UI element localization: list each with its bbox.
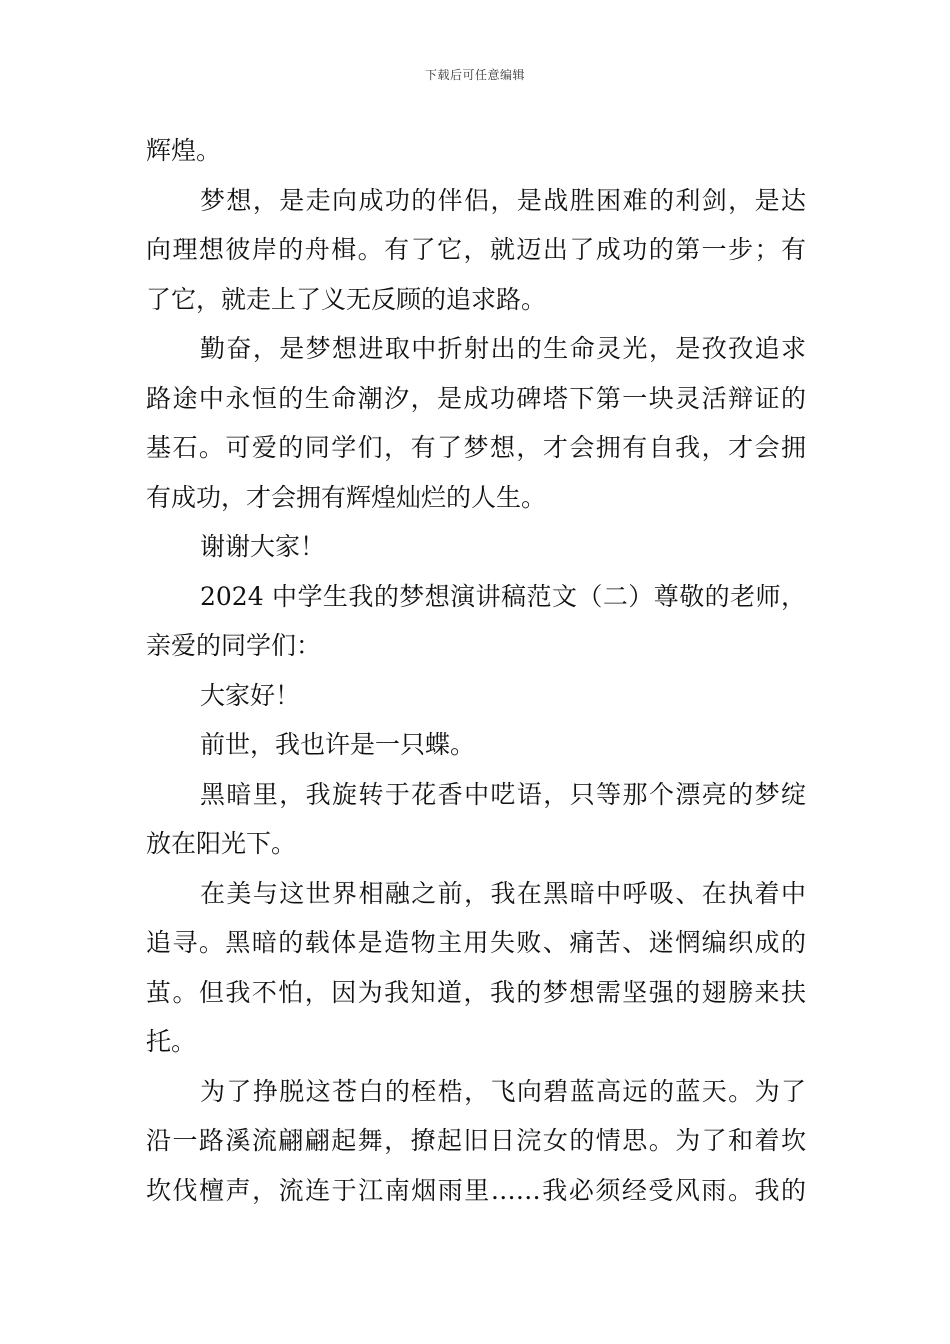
text-line: 坎伐檀声，流连于江南烟雨里……我必须经受风雨。我的 <box>146 1175 806 1205</box>
text-line: 大家好！ <box>200 680 301 710</box>
text-line: 前世，我也许是一只蝶。 <box>200 730 476 759</box>
document-body <box>146 126 806 1215</box>
text-line: 谢谢大家！ <box>200 532 326 561</box>
text-line: 在美与这世界相融之前，我在黑暗中呼吸、在执着中 <box>200 878 806 908</box>
page-header-note: 下载后可任意编辑 <box>424 68 525 82</box>
text-line: 追寻。黑暗的载体是造物主用失败、痛苦、迷惘编织成的 <box>146 928 806 957</box>
text-line: 有成功，才会拥有辉煌灿烂的人生。 <box>146 482 547 512</box>
text-line: 勤奋，是梦想进取中折射出的生命灵光，是孜孜追求 <box>200 334 806 363</box>
text-line: 辉煌。 <box>146 136 222 165</box>
text-line: 向理想彼岸的舟楫。有了它，就迈出了成功的第一步；有 <box>146 235 806 264</box>
text-line: 基石。可爱的同学们，有了梦想，才会拥有自我，才会拥 <box>146 433 806 462</box>
text-line: 2024 中学生我的梦想演讲稿范文（二）尊敬的老师， <box>200 581 806 611</box>
text-line: 路途中永恒的生命潮汐，是成功碑塔下第一块灵活辩证的 <box>146 383 806 413</box>
text-line: 亲爱的同学们： <box>146 631 322 660</box>
text-line: 托。 <box>146 1027 197 1056</box>
text-line: 放在阳光下。 <box>146 829 297 858</box>
text-line: 梦想，是走向成功的伴侣，是战胜困难的利剑，是达 <box>200 185 806 215</box>
text-line: 茧。但我不怕，因为我知道，我的梦想需坚强的翅膀来扶 <box>146 977 806 1007</box>
text-line: 沿一路溪流翩翩起舞，撩起旧日浣女的情思。为了和着坎 <box>146 1126 806 1155</box>
text-line: 了它，就走上了义无反顾的追求路。 <box>146 284 547 314</box>
text-line: 为了挣脱这苍白的桎梏，飞向碧蓝高远的蓝天。为了 <box>200 1076 806 1106</box>
text-line: 黑暗里，我旋转于花香中呓语，只等那个漂亮的梦绽 <box>200 779 806 809</box>
